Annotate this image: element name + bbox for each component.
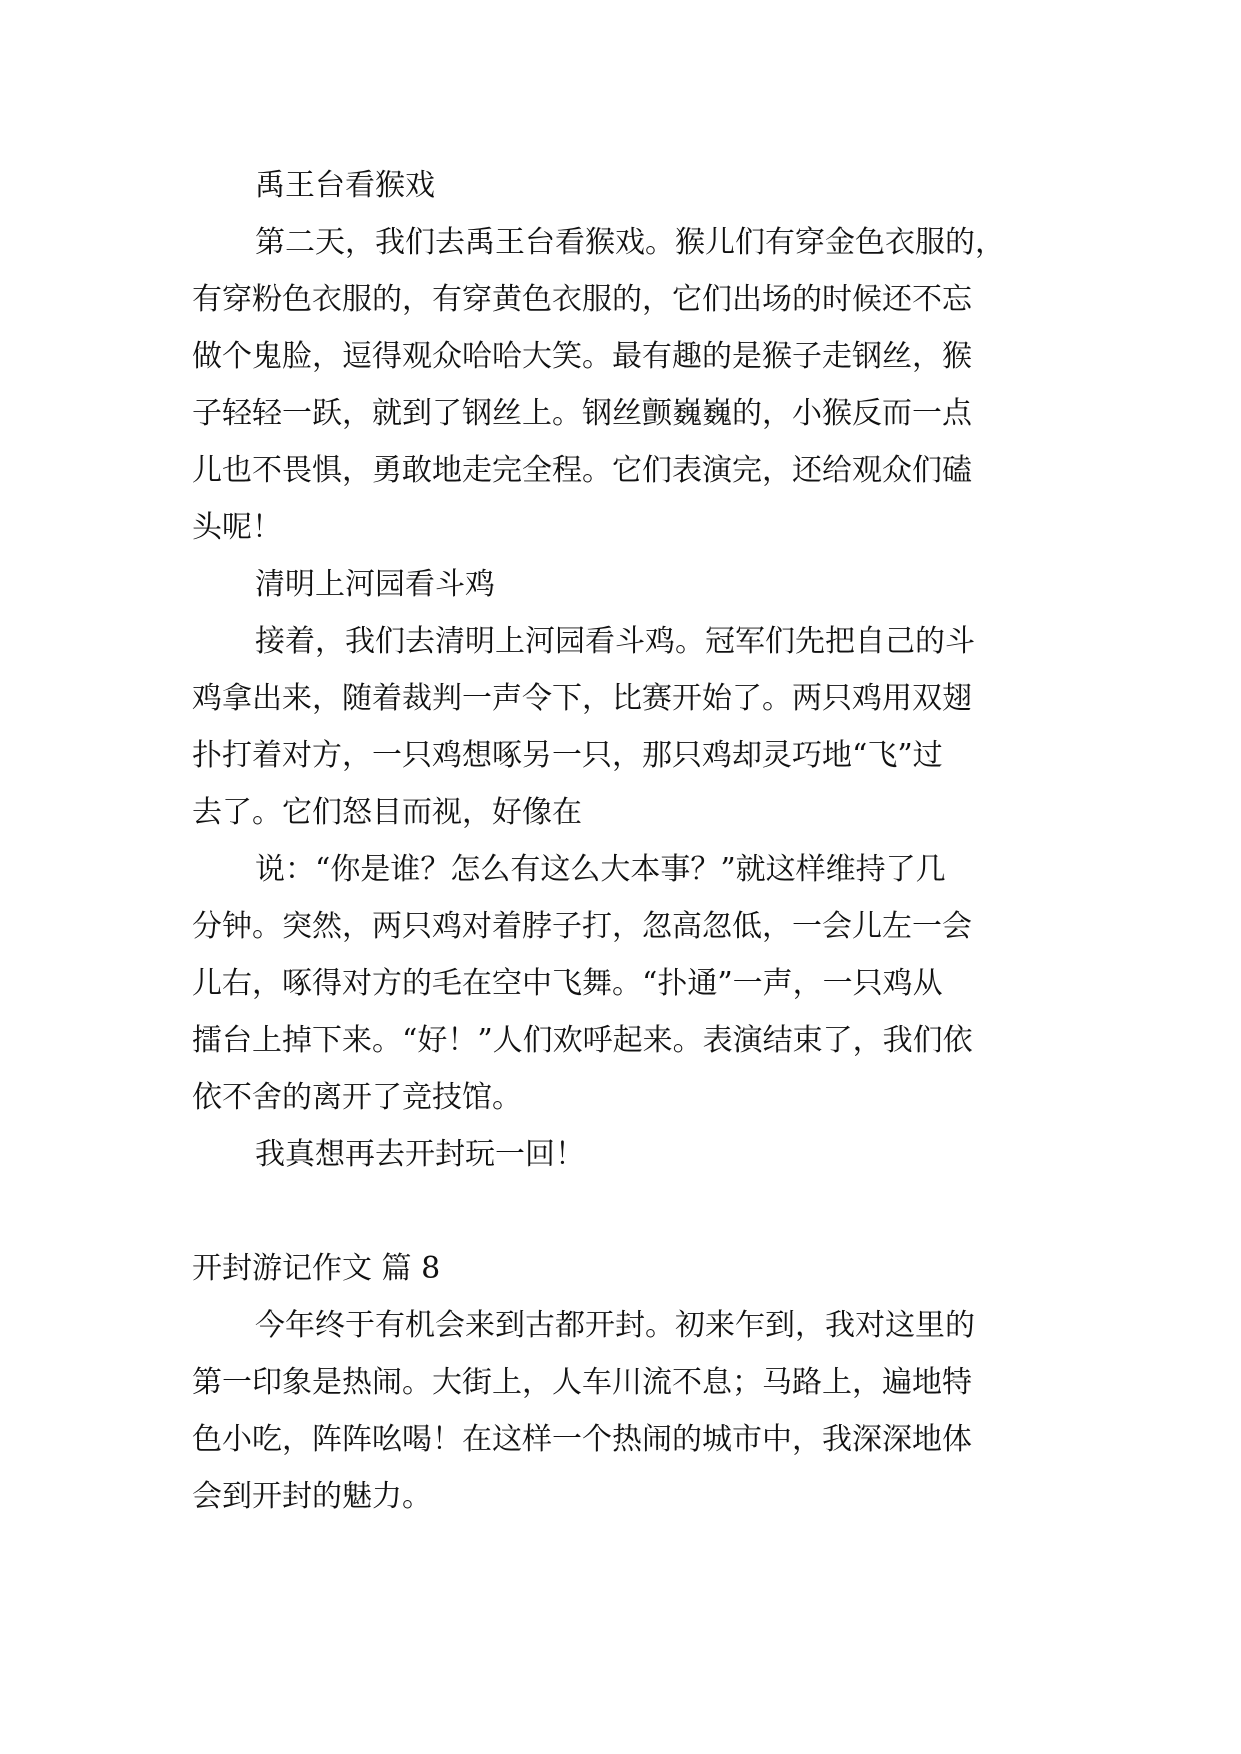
paragraph-line: 依不舍的离开了竞技馆。 xyxy=(192,1080,522,1115)
paragraph-line: 去了。它们怒目而视，好像在 xyxy=(192,795,582,830)
article-title: 开封游记作文 篇 8 xyxy=(192,1251,441,1286)
document-page xyxy=(192,0,1054,1754)
paragraph-line: 今年终于有机会来到古都开封。初来乍到，我对这里的 xyxy=(255,1308,975,1343)
paragraph-line: 接着，我们去清明上河园看斗鸡。冠军们先把自己的斗 xyxy=(255,624,975,659)
paragraph-line: 儿右，啄得对方的毛在空中飞舞。“扑通”一声，一只鸡从 xyxy=(192,966,943,1001)
paragraph-line: 有穿粉色衣服的，有穿黄色衣服的，它们出场的时候还不忘 xyxy=(192,282,972,317)
closing-line: 我真想再去开封玩一回！ xyxy=(255,1137,585,1172)
paragraph-line: 会到开封的魅力。 xyxy=(192,1479,432,1514)
paragraph-line: 第一印象是热闹。大街上，人车川流不息；马路上，遍地特 xyxy=(192,1365,972,1400)
paragraph-line: 做个鬼脸，逗得观众哈哈大笑。最有趣的是猴子走钢丝，猴 xyxy=(192,339,972,374)
paragraph-line: 擂台上掉下来。“好！”人们欢呼起来。表演结束了，我们依 xyxy=(192,1023,973,1058)
paragraph-line: 扑打着对方，一只鸡想啄另一只，那只鸡却灵巧地“飞”过 xyxy=(192,738,943,773)
paragraph-line: 鸡拿出来，随着裁判一声令下，比赛开始了。两只鸡用双翅 xyxy=(192,681,972,716)
paragraph-line: 第二天，我们去禹王台看猴戏。猴儿们有穿金色衣服的， xyxy=(255,225,1005,260)
paragraph-line: 说：“你是谁？怎么有这么大本事？”就这样维持了几 xyxy=(255,852,946,887)
section-heading-monkey-show: 禹王台看猴戏 xyxy=(255,168,435,203)
paragraph-line: 头呢！ xyxy=(192,510,282,545)
section-heading-cockfight: 清明上河园看斗鸡 xyxy=(255,567,495,602)
paragraph-line: 分钟。突然，两只鸡对着脖子打，忽高忽低，一会儿左一会 xyxy=(192,909,972,944)
paragraph-line: 子轻轻一跃，就到了钢丝上。钢丝颤巍巍的，小猴反而一点 xyxy=(192,396,972,431)
paragraph-line: 儿也不畏惧，勇敢地走完全程。它们表演完，还给观众们磕 xyxy=(192,453,972,488)
paragraph-line: 色小吃，阵阵吆喝！在这样一个热闹的城市中，我深深地体 xyxy=(192,1422,972,1457)
